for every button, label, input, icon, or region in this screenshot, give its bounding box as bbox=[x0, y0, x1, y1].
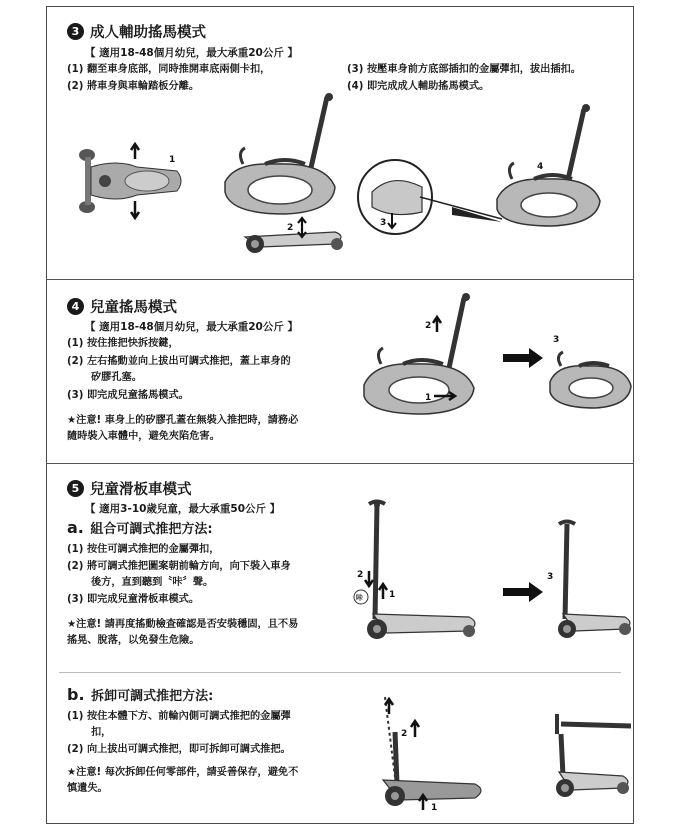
section-4-number-badge: 4 bbox=[67, 298, 84, 315]
part-b-step-1-cont: 扣， bbox=[91, 727, 112, 738]
part-a-warning-1: ★注意! 請再度搖動檢查確認是否安裝穩固，且不易 bbox=[67, 619, 299, 630]
section-child-scooter-mode bbox=[47, 464, 633, 825]
label-1-arrow bbox=[167, 152, 187, 172]
part-a-step-2: (2) 將可調式推把圖案朝前輪方向，向下裝入車身 bbox=[67, 561, 291, 572]
diagram-number-3: 3 bbox=[553, 335, 560, 345]
diagram-number-2: 2 bbox=[287, 223, 294, 233]
section-4-step-3: (3) 即完成兒童搖馬模式。 bbox=[67, 390, 189, 401]
part-b-step-2: (2) 向上拔出可調式推把，即可拆卸可調式推把。 bbox=[67, 744, 291, 755]
diagram-number-1: 1 bbox=[431, 803, 438, 813]
section-5-title bbox=[67, 478, 192, 499]
section-3-step-2: (2) 將車身與車輪踏板分離。 bbox=[67, 81, 200, 92]
scooter-attach-handle-illustration bbox=[349, 499, 489, 649]
part-a-step-3: (3) 即完成兒童滑板車模式。 bbox=[67, 594, 200, 605]
diagram-number-3: 3 bbox=[547, 572, 554, 582]
process-arrow bbox=[503, 346, 545, 370]
part-b-warning-2: 慎遺失。 bbox=[67, 783, 108, 794]
section-4-step-2-cont: 矽膠孔塞。 bbox=[91, 372, 142, 383]
magnified-clip-detail-illustration bbox=[352, 157, 502, 242]
diagram-number-4: 4 bbox=[537, 162, 544, 172]
part-a-step-2-cont: 後方，直到聽到〝咔〞聲。 bbox=[91, 577, 214, 588]
scooter-complete-illustration bbox=[543, 519, 635, 649]
process-arrow bbox=[503, 580, 545, 604]
diagram-number-3: 3 bbox=[380, 218, 387, 228]
section-5-number-badge: 5 bbox=[67, 480, 84, 497]
instruction-sheet bbox=[46, 6, 634, 824]
part-a-warning-2: 搖晃、脫落，以免發生危險。 bbox=[67, 635, 200, 646]
section-3-number-badge: 3 bbox=[67, 23, 84, 40]
part-b-heading-text: 拆卸可調式推把方法: bbox=[91, 689, 214, 704]
section-child-rocking-mode bbox=[47, 280, 633, 463]
rocking-horse-separating-illustration bbox=[215, 92, 365, 262]
part-a-letter: a. bbox=[67, 518, 84, 537]
diagram-number-2: 2 bbox=[401, 729, 408, 739]
section-adult-rocking-mode bbox=[47, 7, 633, 279]
section-5-subtitle: 【 適用3-10歲兒童，最大承重50公斤 】 bbox=[85, 503, 281, 515]
section-5-title-text: 兒童滑板車模式 bbox=[90, 482, 192, 498]
section-4-warning-1: ★注意! 車身上的矽膠孔蓋在無裝入推把時，請務必 bbox=[67, 415, 299, 426]
child-rocking-horse-complete-illustration bbox=[547, 330, 637, 420]
section-4-title-text: 兒童搖馬模式 bbox=[90, 300, 177, 316]
part-a-step-1: (1) 按住可調式推把的金屬彈扣， bbox=[67, 544, 220, 555]
diagram-number-2: 2 bbox=[425, 321, 432, 331]
section-3-step-1: (1) 翻至車身底部，同時推開車底兩側卡扣， bbox=[67, 64, 271, 75]
section-3-title-text: 成人輔助搖馬模式 bbox=[90, 25, 206, 41]
part-b-heading bbox=[67, 685, 213, 704]
diagram-number-1: 1 bbox=[389, 590, 396, 600]
section-4-step-1: (1) 按住推把快拆按鍵， bbox=[67, 338, 179, 349]
section-3-step-3: (3) 按壓車身前方底部插扣的金屬彈扣，拔出插扣。 bbox=[347, 64, 581, 75]
adult-rocking-horse-complete-illustration bbox=[492, 99, 612, 234]
part-divider bbox=[59, 672, 621, 673]
part-b-step-1: (1) 按住本體下方、前輪內側可調式推把的金屬彈 bbox=[67, 711, 291, 722]
part-b-warning-1: ★注意! 每次拆卸任何零部件，請妥善保存，避免不 bbox=[67, 767, 299, 778]
diagram-number-1: 1 bbox=[425, 393, 432, 403]
detached-handle-and-base-illustration bbox=[543, 704, 635, 804]
scooter-bottom-view-illustration bbox=[77, 137, 187, 227]
section-4-step-2: (2) 左右搖動並向上拔出可調式推把，蓋上車身的 bbox=[67, 356, 291, 367]
part-a-heading-text: 組合可調式推把方法: bbox=[90, 522, 213, 537]
section-3-title bbox=[67, 21, 206, 42]
section-4-subtitle: 【 適用18-48個月幼兒，最大承重20公斤 】 bbox=[85, 321, 299, 333]
section-3-step-4: (4) 即完成成人輔助搖馬模式。 bbox=[347, 81, 490, 92]
section-4-title bbox=[67, 296, 177, 317]
diagram-number-2: 2 bbox=[357, 570, 364, 580]
click-sound-label: 咔 bbox=[356, 594, 363, 602]
diagram-number-1: 1 bbox=[169, 155, 176, 165]
part-a-heading bbox=[67, 518, 213, 537]
section-4-warning-2: 隨時裝入車體中，避免夾陷危害。 bbox=[67, 431, 220, 442]
section-3-subtitle: 【 適用18-48個月幼兒，最大承重20公斤 】 bbox=[85, 47, 299, 59]
scooter-detach-handle-illustration bbox=[355, 692, 495, 812]
part-b-letter: b. bbox=[67, 685, 85, 704]
rocking-horse-remove-handle-illustration bbox=[359, 290, 499, 430]
